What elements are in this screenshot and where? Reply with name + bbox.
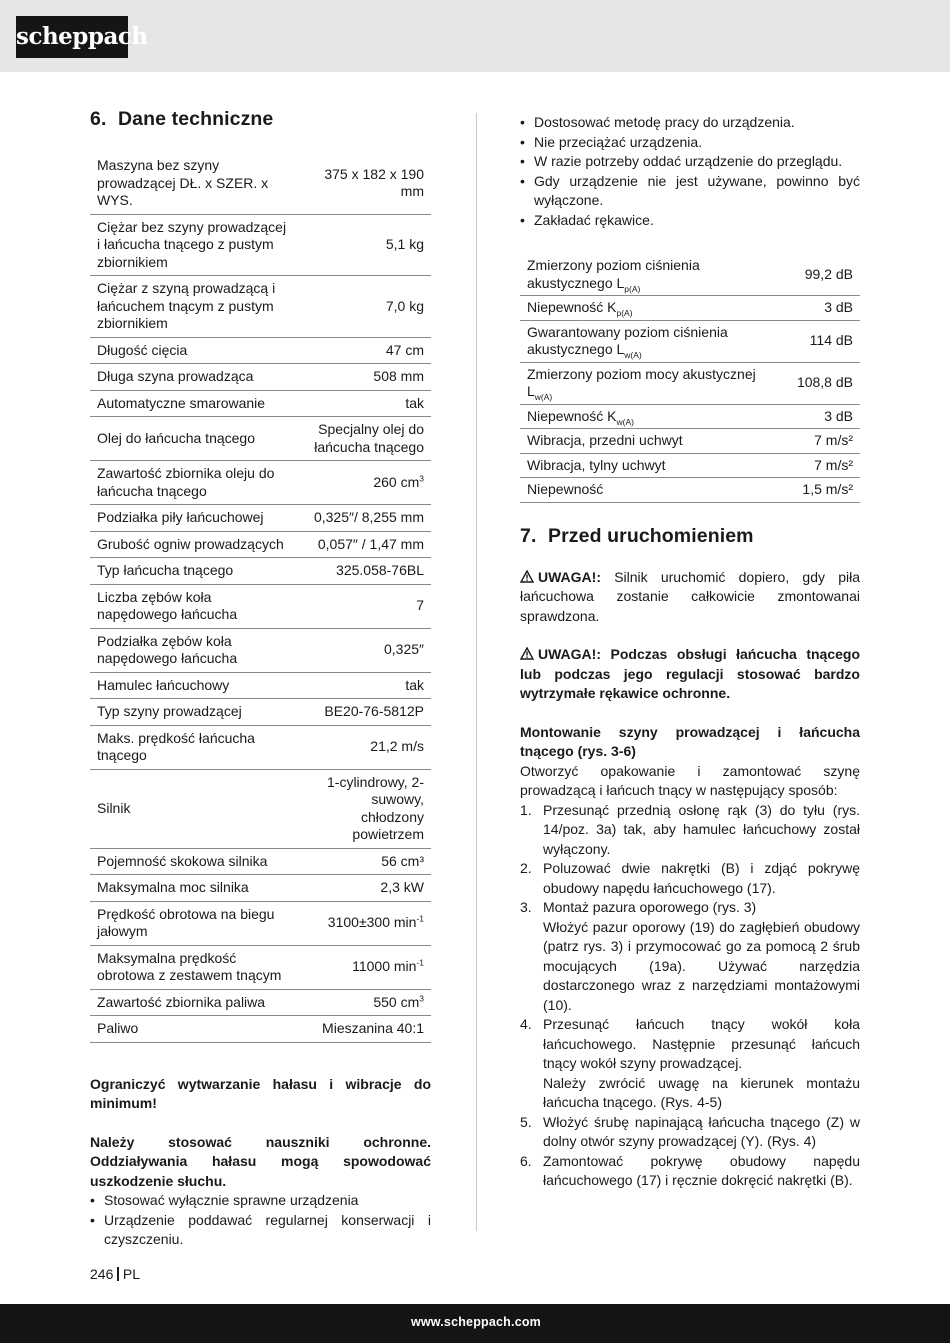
tech-value (298, 337, 431, 364)
warning-1: UWAGA!: Silnik uruchomić dopiero, gdy piła łańcuchowa zostanie całkowicie zmontowanai sprawdzona. (520, 568, 860, 624)
step-text: Zamontować pokrywę obudowy napędu łańcuchowego (17) i ręcznie dokręcić nakrętki (B). (543, 1152, 860, 1188)
step-number: 6. (520, 1152, 532, 1169)
noise-vibration-table (520, 254, 860, 503)
tech-value-text: tak (405, 676, 424, 693)
tech-value-sup: 3 (419, 992, 424, 1003)
tech-row (90, 672, 431, 699)
noise-label-text: Niepewność K (527, 299, 617, 315)
tech-value-text: tak (405, 394, 424, 411)
tech-label: Paliwo (90, 1016, 298, 1043)
tech-label: Długość cięcia (90, 337, 298, 364)
tech-value (298, 901, 431, 945)
noise-row (520, 453, 860, 478)
tech-row (90, 848, 431, 875)
step-text: Przesunąć łańcuch tnący wokół koła łańcuchowego. Następnie przesunąć łańcuch tnący wokół szyny prowadzącej. (543, 1016, 860, 1071)
tech-label: Podziałka piły łańcuchowej (90, 505, 298, 532)
noise-value: 1,5 m/s² (772, 478, 860, 503)
step-number: 3. (520, 899, 532, 915)
tech-value-text: 0,325″ (384, 641, 424, 658)
tech-label: Hamulec łańcuchowy (90, 672, 298, 699)
tech-row (90, 989, 431, 1016)
tech-value (298, 699, 431, 726)
mounting-steps (520, 801, 860, 1191)
bullet-item: • W razie potrzeby oddać urządzenie do przeglądu. (520, 152, 860, 172)
tech-row (90, 945, 431, 989)
noise-label-text: Wibracja, tylny uchwyt (527, 456, 666, 473)
tech-value (298, 364, 431, 391)
tech-value (298, 848, 431, 875)
mounting-step (520, 859, 860, 898)
step-text: Włożyć śrubę napinającą łańcucha tnącego (Z) w dolny otwór szyny prowadzącej (Y). (Rys. 4) (543, 1113, 860, 1149)
noise-label (520, 296, 772, 321)
tech-label: Liczba zębów koła napędowego łańcucha (90, 584, 298, 628)
tech-value (298, 989, 431, 1016)
bullet-item: • Urządzenie poddawać regularnej konserwacji i czyszczeniu. (90, 1211, 431, 1250)
noise-row (520, 429, 860, 454)
tech-label: Zawartość zbiornika oleju do łańcucha tnącego (90, 461, 298, 505)
bullet-item: • Gdy urządzenie nie jest używane, powinno być wyłączone. (520, 172, 860, 211)
warning-2: UWAGA!: Podczas obsługi łańcucha tnącego lub podczas jego regulacji stosować bardzo wytrzymałe rękawice ochronne. (520, 646, 860, 701)
noise-label-text: Zmierzony poziom ciśnienia akustycznego L (527, 257, 700, 291)
step-extra: Należy zwrócić uwagę na kierunek montażu łańcucha tnącego. (Rys. 4-5) (543, 1074, 860, 1110)
tech-label: Olej do łańcucha tnącego (90, 417, 298, 461)
tech-label: Maszyna bez szyny prowadzącej DŁ. x SZER. x WYS. (90, 153, 298, 214)
noise-label (520, 320, 772, 362)
mounting-step (520, 1113, 860, 1152)
brand-logo: scheppach (16, 16, 128, 58)
noise-label-sub: w(A) (616, 416, 634, 427)
noise-label (520, 453, 772, 478)
noise-label-text: Gwarantowany poziom ciśnienia akustycznego L (527, 323, 728, 357)
warning-triangle-icon (520, 647, 534, 660)
tech-row (90, 769, 431, 848)
tech-row (90, 364, 431, 391)
tech-value (298, 417, 431, 461)
tech-row (90, 628, 431, 672)
tech-value (298, 769, 431, 848)
mounting-step (520, 801, 860, 860)
tech-value (298, 1016, 431, 1043)
tech-value-sup: -1 (416, 913, 424, 924)
tech-value (298, 584, 431, 628)
page-number: 246 PL (90, 1266, 140, 1282)
noise-label-sub: p(A) (616, 307, 633, 318)
step-text: Przesunąć przednią osłonę rąk (3) do tyłu (rys. 14/poz. 3a) tak, aby hamulec łańcuchowy został wyłączony. (543, 801, 860, 857)
tech-row (90, 505, 431, 532)
tech-label: Typ łańcucha tnącego (90, 558, 298, 585)
noise-value: 99,2 dB (772, 254, 860, 296)
right-column (520, 113, 860, 1191)
footer-bar (0, 1304, 950, 1343)
tech-value-text: 56 cm³ (381, 852, 424, 869)
tech-data-table (90, 153, 431, 1043)
noise-row (520, 254, 860, 296)
noise-row (520, 362, 860, 404)
tech-label: Typ szyny prowadzącej (90, 699, 298, 726)
tech-label: Zawartość zbiornika paliwa (90, 989, 298, 1016)
noise-label (520, 478, 772, 503)
noise-label-text: Zmierzony poziom mocy akustycznej L (527, 365, 756, 399)
tech-value-sup: -1 (416, 957, 424, 968)
noise-label (520, 362, 772, 404)
tech-value (298, 945, 431, 989)
tech-value-text: 2,3 kW (380, 879, 424, 895)
tech-label: Podziałka zębów koła napędowego łańcucha (90, 628, 298, 672)
noise-label (520, 254, 772, 296)
tech-label: Silnik (90, 769, 298, 848)
noise-value: 7 m/s² (772, 453, 860, 478)
noise-value: 3 dB (772, 404, 860, 429)
tech-value (298, 725, 431, 769)
tech-label: Maksymalna moc silnika (90, 875, 298, 902)
tech-label: Maksymalna prędkość obrotowa z zestawem tnącym (90, 945, 298, 989)
step-text: Montaż pazura oporowego (rys. 3) (543, 899, 757, 915)
step-number: 5. (520, 1113, 532, 1130)
tech-row (90, 337, 431, 364)
tech-label: Ciężar bez szyny prowadzącej i łańcucha tnącego z pustym zbiornikiem (90, 214, 298, 276)
tech-value-text: 260 cm (373, 473, 420, 490)
noise-reduction-note: Ograniczyć wytwarzanie hałasu i wibracje do minimum! (90, 1075, 431, 1111)
warning-triangle-icon (520, 570, 534, 583)
tech-value-text: 3100±300 min (327, 914, 417, 931)
noise-label-text: Niepewność (527, 481, 604, 497)
tech-value (298, 461, 431, 505)
step-number: 2. (520, 860, 532, 876)
column-divider (476, 113, 477, 1231)
noise-row (520, 320, 860, 362)
tech-value (298, 672, 431, 699)
tech-label: Ciężar z szyną prowadzącą i łańcuchem tnącym z pustym zbiornikiem (90, 276, 298, 338)
mounting-heading: Montowanie szyny prowadzącej i łańcucha tnącego (rys. 3-6) (520, 723, 860, 759)
noise-value: 108,8 dB (772, 362, 860, 404)
left-bullets (90, 1191, 431, 1250)
tech-label: Pojemność skokowa silnika (90, 848, 298, 875)
tech-row (90, 1016, 431, 1043)
footer-url[interactable]: www.scheppach.com (410, 1315, 541, 1329)
tech-row (90, 214, 431, 276)
tech-label: Automatyczne smarowanie (90, 390, 298, 417)
tech-value-text: Mieszanina 40:1 (322, 1020, 424, 1036)
tech-value-text: 508 mm (373, 368, 424, 384)
tech-row (90, 276, 431, 338)
tech-value-text: 550 cm (373, 993, 420, 1010)
mounting-step (520, 1015, 860, 1113)
mounting-intro: Otworzyć opakowanie i zamontować szynę prowadzącą i łańcuch tnący w następujący sposób: (520, 762, 860, 798)
mounting-step (520, 1152, 860, 1191)
tech-value-text: 1-cylindrowy, 2-suwowy, chłodzony powietrzem (327, 773, 424, 842)
tech-label: Długa szyna prowadząca (90, 364, 298, 391)
tech-row (90, 153, 431, 214)
tech-value-text: 7,0 kg (385, 297, 424, 314)
tech-value-text: 11000 min (352, 958, 417, 975)
tech-value (298, 390, 431, 417)
tech-value-text: 375 x 182 x 190 mm (324, 165, 424, 200)
step-extra: Włożyć pazur oporowy (19) do zagłębień obudowy (patrz rys. 3) i przymocować go za pomocą 2 śrub mocujących (19a). Używać narzędzia dostarczonego wraz z narzędziami montażowymi (10). (543, 918, 860, 1013)
noise-row (520, 478, 860, 503)
tech-row (90, 417, 431, 461)
tech-value (298, 558, 431, 585)
noise-value: 114 dB (772, 320, 860, 362)
tech-value-text: 0,325″/ 8,255 mm (313, 509, 424, 525)
tech-value-text: 325.058-76BL (336, 562, 424, 578)
tech-value (298, 153, 431, 214)
tech-value (298, 214, 431, 276)
step-number: 1. (520, 801, 532, 818)
tech-value-text: 47 cm (385, 341, 424, 358)
tech-row (90, 699, 431, 726)
tech-row (90, 558, 431, 585)
tech-row (90, 461, 431, 505)
bullet-item: • Nie przeciążać urządzenia. (520, 133, 860, 153)
tech-value (298, 628, 431, 672)
noise-value: 7 m/s² (772, 429, 860, 454)
bullet-item: • Stosować wyłącznie sprawne urządzenia (90, 1191, 431, 1211)
tech-row (90, 725, 431, 769)
tech-row (90, 531, 431, 558)
tech-value-text: 7 (416, 597, 424, 614)
bullet-item: • Dostosować metodę pracy do urządzenia. (520, 113, 860, 133)
tech-value-text: 0,057″ / 1,47 mm (317, 535, 424, 552)
tech-value (298, 531, 431, 558)
noise-label-sub: p(A) (624, 283, 641, 294)
noise-label-text: Wibracja, przedni uchwyt (527, 432, 683, 448)
page-separator (117, 1267, 119, 1281)
tech-value-text: BE20-76-5812P (324, 703, 424, 719)
mounting-step (520, 898, 860, 1015)
tech-label: Grubość ogniw prowadzących (90, 531, 298, 558)
noise-label (520, 404, 772, 429)
header-bar (0, 0, 950, 72)
tech-label: Prędkość obrotowa na biegu jałowym (90, 901, 298, 945)
tech-value-text: Specjalny olej do łańcucha tnącego (314, 421, 424, 455)
tech-value-sup: 3 (419, 473, 424, 484)
tech-row (90, 584, 431, 628)
noise-label (520, 429, 772, 454)
noise-row (520, 296, 860, 321)
noise-row (520, 404, 860, 429)
tech-row (90, 390, 431, 417)
tech-label: Maks. prędkość łańcucha tnącego (90, 725, 298, 769)
tech-value (298, 276, 431, 338)
section-6-heading: 6. Dane techniczne (90, 108, 274, 130)
tech-value-text: 21,2 m/s (370, 738, 424, 755)
left-column (90, 108, 431, 1250)
tech-value (298, 505, 431, 532)
hearing-protection-note: Należy stosować nauszniki ochronne. Oddziaływania hałasu mogą spowodować uszkodzenie słuchu. (90, 1133, 431, 1189)
tech-value (298, 875, 431, 902)
tech-value-text: 5,1 kg (385, 236, 424, 252)
noise-value: 3 dB (772, 296, 860, 321)
tech-row (90, 875, 431, 902)
noise-label-sub: w(A) (534, 391, 553, 402)
step-number: 4. (520, 1016, 532, 1032)
step-text: Poluzować dwie nakrętki (B) i zdjąć pokrywę obudowy napędu łańcuchowego (17). (543, 860, 860, 896)
right-bullets (520, 113, 860, 230)
bullet-item: • Zakładać rękawice. (520, 211, 860, 231)
noise-label-text: Niepewność K (527, 407, 617, 424)
tech-row (90, 901, 431, 945)
noise-label-sub: w(A) (624, 349, 642, 360)
section-7-heading: 7. Przed uruchomieniem (520, 524, 754, 547)
